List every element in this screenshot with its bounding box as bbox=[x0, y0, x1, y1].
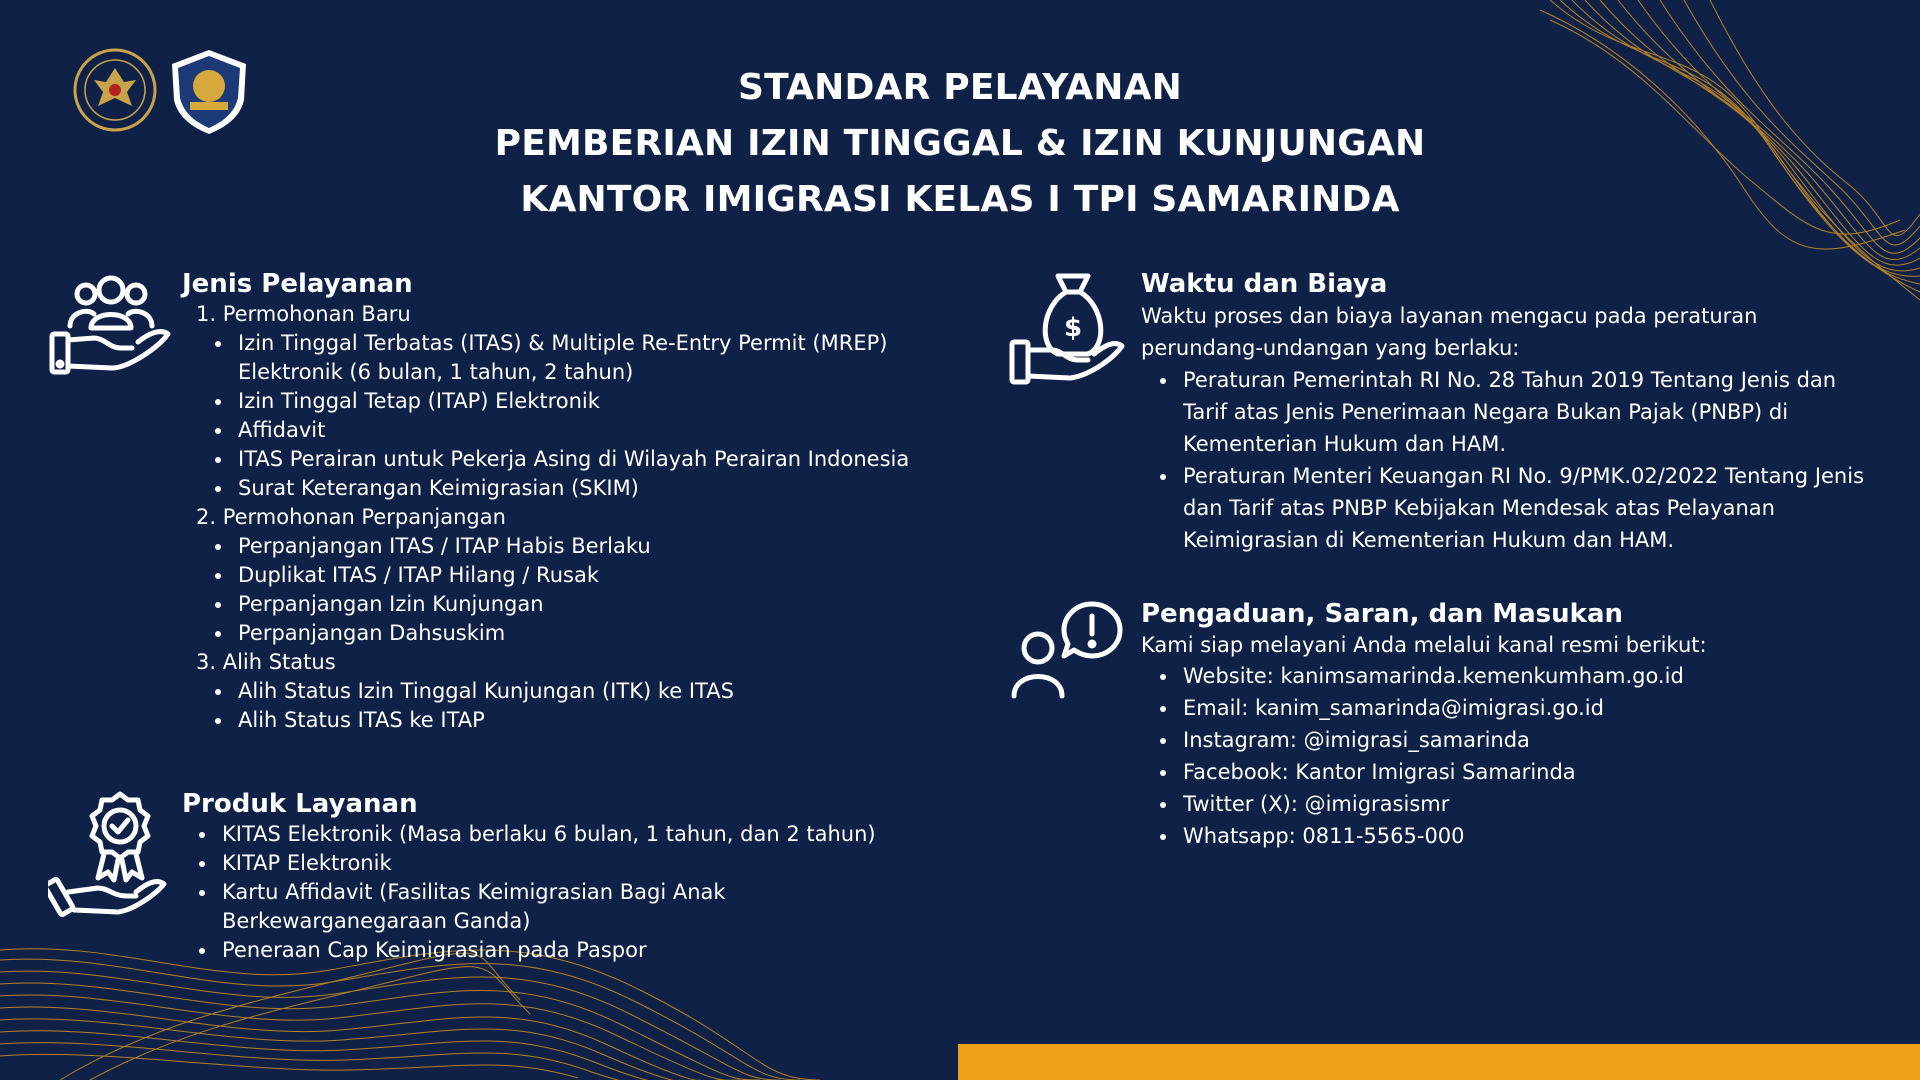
contact-whatsapp: • Whatsapp: 0811-5565-000 bbox=[1179, 820, 1881, 852]
group-permohonan-baru bbox=[196, 300, 942, 503]
jenis-pelayanan-title: Jenis Pelayanan bbox=[182, 269, 413, 299]
group-alih-status bbox=[196, 648, 942, 735]
waktu-biaya-section bbox=[1141, 268, 1881, 556]
waktu-biaya-intro: Waktu proses dan biaya layanan mengacu pada peraturan perundang-undangan yang berlaku: bbox=[1141, 304, 1758, 360]
bottom-accent-bar bbox=[958, 1044, 1920, 1080]
contact-email: • Email: kanim_samarinda@imigrasi.go.id bbox=[1179, 692, 1881, 724]
list-item: • KITAS Elektronik (Masa berlaku 6 bulan, 1 tahun, dan 2 tahun) bbox=[218, 820, 762, 849]
title-line-1: STANDAR PELAYANAN bbox=[737, 67, 1182, 108]
list-item: • ITAS Perairan untuk Pekerja Asing di Wilayah Perairan Indonesia bbox=[234, 445, 942, 474]
title-line-3: KANTOR IMIGRASI KELAS I TPI SAMARINDA bbox=[520, 179, 1400, 220]
money-bag-hand-icon bbox=[1008, 270, 1126, 388]
logo-group bbox=[72, 46, 252, 136]
contact-facebook: • Facebook: Kantor Imigrasi Samarinda bbox=[1179, 756, 1881, 788]
contact-website: • Website: kanimsamarinda.kemenkumham.go.id bbox=[1179, 660, 1881, 692]
group-label: 3. Alih Status bbox=[196, 650, 336, 674]
pengaduan-title: Pengaduan, Saran, dan Masukan bbox=[1141, 599, 1624, 629]
person-alert-bubble-icon bbox=[1008, 600, 1124, 700]
list-item: • Peneraan Cap Keimigrasian pada Paspor bbox=[218, 936, 762, 965]
group-label: 1. Permohonan Baru bbox=[196, 302, 411, 326]
imigrasi-logo bbox=[166, 46, 252, 136]
waktu-biaya-list bbox=[1141, 364, 1881, 556]
kementerian-logo bbox=[72, 46, 158, 136]
svg-text:$: $ bbox=[1063, 313, 1083, 343]
list-item: • Duplikat ITAS / ITAP Hilang / Rusak bbox=[234, 561, 942, 590]
list-item: • Peraturan Menteri Keuangan RI No. 9/PMK.02/2022 Tentang Jenis dan Tarif atas PNBP Kebijakan Mendesak atas Pelayanan Keimigrasian di Kementerian Hukum dan HAM. bbox=[1179, 460, 1881, 556]
pengaduan-list bbox=[1141, 660, 1881, 852]
produk-layanan-list bbox=[182, 820, 876, 965]
title-line-2: PEMBERIAN IZIN TINGGAL & IZIN KUNJUNGAN bbox=[494, 123, 1426, 164]
badge-on-hand-icon bbox=[48, 788, 170, 918]
pengaduan-section bbox=[1141, 598, 1881, 852]
jenis-pelayanan-list bbox=[182, 300, 942, 735]
pengaduan-intro: Kami siap melayani Anda melalui kanal resmi berikut: bbox=[1141, 633, 1707, 657]
group-label: 2. Permohonan Perpanjangan bbox=[196, 505, 506, 529]
list-item: • Surat Keterangan Keimigrasian (SKIM) bbox=[234, 474, 942, 503]
list-item: • Izin Tinggal Tetap (ITAP) Elektronik bbox=[234, 387, 942, 416]
contact-instagram: • Instagram: @imigrasi_samarinda bbox=[1179, 724, 1881, 756]
produk-layanan-title: Produk Layanan bbox=[182, 789, 418, 819]
list-item: • Perpanjangan Dahsuskim bbox=[234, 619, 942, 648]
list-item: • KITAP Elektronik bbox=[218, 849, 762, 878]
list-item: • Perpanjangan Izin Kunjungan bbox=[234, 590, 942, 619]
jenis-pelayanan-section bbox=[182, 268, 942, 735]
list-item: • Peraturan Pemerintah RI No. 28 Tahun 2019 Tentang Jenis dan Tarif atas Jenis Penerimaan Negara Bukan Pajak (PNBP) di Kementerian Hukum dan HAM. bbox=[1179, 364, 1881, 460]
list-item: • Alih Status ITAS ke ITAP bbox=[234, 706, 942, 735]
waktu-biaya-title: Waktu dan Biaya bbox=[1141, 269, 1388, 299]
contact-twitter: • Twitter (X): @imigrasismr bbox=[1179, 788, 1881, 820]
list-item: • Perpanjangan ITAS / ITAP Habis Berlaku bbox=[234, 532, 942, 561]
list-item: • Affidavit bbox=[234, 416, 942, 445]
page-title bbox=[460, 60, 1460, 228]
list-item: • Izin Tinggal Terbatas (ITAS) & Multiple Re-Entry Permit (MREP) Elektronik (6 bulan, 1 tahun, 2 tahun) bbox=[234, 329, 942, 387]
group-permohonan-perpanjangan bbox=[196, 503, 942, 648]
list-item: • Alih Status Izin Tinggal Kunjungan (ITK) ke ITAS bbox=[234, 677, 942, 706]
people-on-hand-icon bbox=[48, 268, 174, 380]
list-item: • Kartu Affidavit (Fasilitas Keimigrasian Bagi Anak Berkewarganegaraan Ganda) bbox=[218, 878, 762, 936]
produk-layanan-section bbox=[182, 788, 942, 965]
